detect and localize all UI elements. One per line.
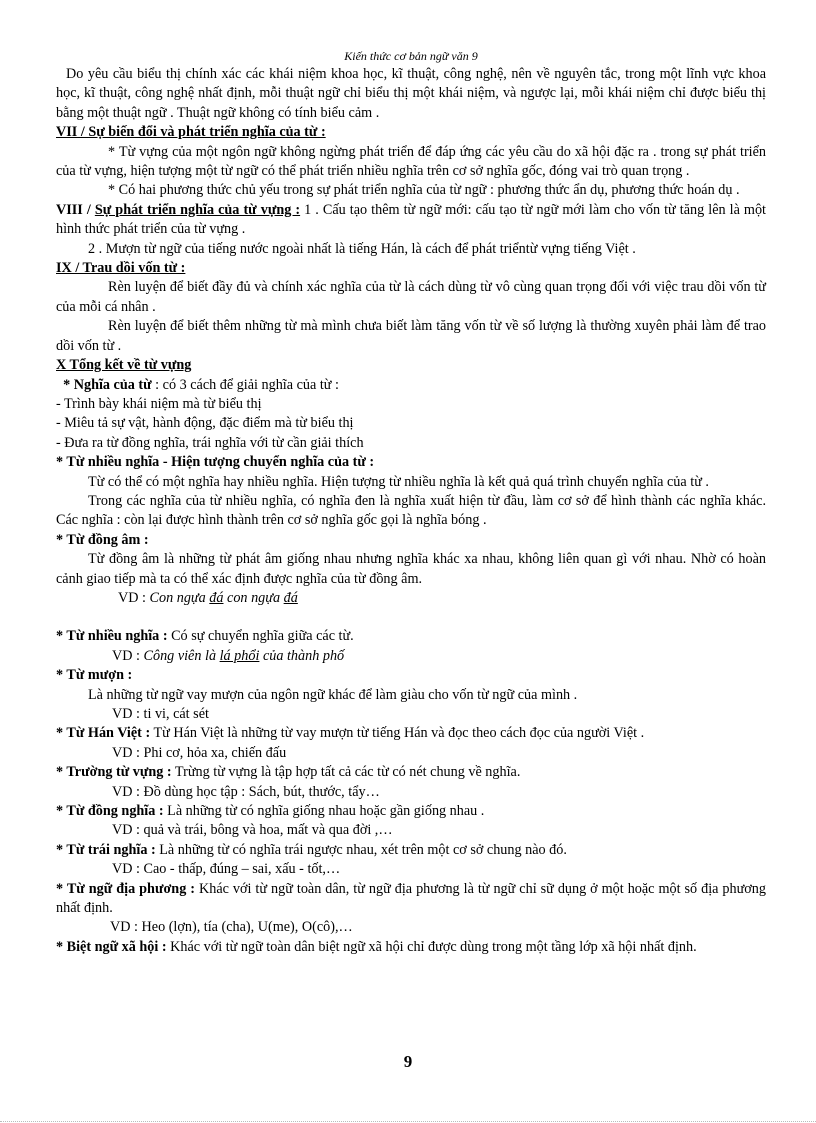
truong-tu-vung-example: VD : Đồ dùng học tập : Sách, bút, thước, tẩy… (112, 783, 380, 800)
tu-nhieu-nghia-example (56, 647, 766, 666)
tu-trai-nghia-text: Là những từ có nghĩa trái ngược nhau, xét trên một cơ sở chung nào đó. (155, 841, 567, 858)
tu-trai-nghia-line (56, 841, 766, 860)
list-item: - Đưa ra từ đồng nghĩa, trái nghĩa với từ cần giải thích (56, 434, 364, 451)
vd-label: VD : (112, 647, 144, 664)
section-8-prefix: VIII / (56, 201, 95, 218)
section-8-paragraph-1: 1 . Cấu tạo thêm từ ngữ mới: cấu tạo từ ngữ mới làm cho vốn từ tăng lên là một hình thức phát triển của từ vựng . (56, 201, 767, 238)
tu-nhieu-nghia-label: * Từ nhiều nghĩa : (56, 628, 168, 645)
truong-tu-vung-text: Trừng từ vựng là tập hợp tất cả các từ có nét chung về nghĩa. (171, 764, 521, 781)
tu-dong-am-title: * Từ đồng âm : (56, 531, 149, 548)
biet-ngu-text: Khác với từ ngữ toàn dân biệt ngữ xã hội chỉ được dùng trong một tầng lớp xã hội nhất định. (166, 938, 697, 955)
vd-text: con ngựa (223, 589, 284, 606)
biet-ngu-label: * Biệt ngữ xã hội : (56, 938, 167, 955)
tu-dia-phuong-label: * Từ ngữ địa phương : (56, 880, 195, 897)
tu-dong-nghia-example: VD : quả và trái, bông và hoa, mất và qua đời ,… (112, 822, 393, 839)
tu-dong-am-example (56, 589, 766, 608)
section-8-line (56, 201, 766, 240)
vd-label: VD : (118, 589, 150, 606)
vd-text: của thành phố (259, 647, 345, 664)
tu-dong-am-paragraph: Từ đồng âm là những từ phát âm giống nhau nhưng nghĩa khác xa nhau, không liên quan gì với nhau. Nhờ có hoàn cảnh giao tiếp mà ta có thể xác định được nghĩa của từ đồng âm. (56, 551, 766, 587)
tu-han-viet-line (56, 724, 766, 743)
tu-nhieu-nghia-paragraph-1: Từ có thể có một nghĩa hay nhiều nghĩa. Hiện tượng từ nhiều nghĩa là kết quả quá trình chuyển nghĩa của từ . (88, 473, 709, 490)
biet-ngu-line (56, 938, 766, 957)
tu-dia-phuong-line (56, 880, 766, 919)
tu-muon-example: VD : ti vi, cát sét (112, 706, 209, 722)
truong-tu-vung-label: * Trường từ vựng : (56, 764, 172, 781)
section-7-title: VII / Sự biến đổi và phát triển nghĩa của từ : (56, 124, 326, 141)
nghia-cua-tu-label: * Nghĩa của từ (63, 376, 152, 393)
footer-divider (0, 1121, 816, 1122)
tu-dia-phuong-example: VD : Heo (lợn), tía (cha), U(me), O(cô),… (110, 919, 353, 936)
spacer (56, 608, 766, 627)
truong-tu-vung-line (56, 763, 766, 782)
tu-nhieu-nghia-paragraph-2: Trong các nghĩa của từ nhiều nghĩa, có nghĩa đen là nghĩa xuất hiện từ đầu, làm cơ sở để hình thành các nghĩa khác. Các nghĩa : còn lại được hình thành trên cơ sở nghĩa gốc gọi là nghĩa bóng . (56, 492, 766, 529)
list-item: - Miêu tả sự vật, hành động, đặc điểm mà từ biểu thị (56, 415, 354, 432)
paragraph-thuat-ngu: Do yêu cầu biểu thị chính xác các khái niệm khoa học, kĩ thuật, công nghệ, nên về nguyên tắc, trong một lĩnh vực khoa học, kĩ thuật, công nghệ nhất định, mỗi thuật ngữ chỉ biểu thị một khái niệm, và ngược lại, mỗi khái niệm chỉ được biểu thị bằng một thuật ngữ . Thuật ngữ không có tính biểu cảm . (56, 66, 766, 121)
vd-underlined: đá (209, 589, 224, 606)
tu-trai-nghia-example: VD : Cao - thấp, đúng – sai, xấu - tốt,… (112, 861, 341, 878)
section-7-paragraph-2: * Có hai phương thức chủ yếu trong sự phát triển nghĩa của từ ngữ : phương thức ẩn dụ, phương thức hoán dụ . (108, 182, 740, 199)
tu-dong-nghia-label: * Từ đồng nghĩa : (56, 803, 164, 820)
tu-dia-phuong-text: Khác với từ ngữ toàn dân, từ ngữ địa phương là từ ngữ chỉ sữ dụng ở một hoặc một số địa phương nhất định. (56, 880, 766, 917)
section-8-paragraph-2: 2 . Mượn từ ngữ của tiếng nước ngoài nhất là tiếng Hán, là cách để phát triểntừ vựng tiếng Việt . (88, 240, 636, 257)
tu-muon-title: * Từ mượn : (56, 667, 133, 684)
vd-underlined: đá (283, 589, 298, 606)
section-9-paragraph-2: Rèn luyện để biết thêm những từ mà mình chưa biết làm tăng vốn từ về số lượng là thường xuyên phải làm để trao dồi vốn từ . (56, 318, 766, 354)
tu-han-viet-label: * Từ Hán Việt : (56, 725, 151, 742)
nghia-cua-tu-text: : có 3 cách để giải nghĩa của từ : (151, 376, 339, 393)
section-8-title: Sự phát triển nghĩa của từ vựng : (94, 201, 301, 218)
tu-han-viet-example: VD : Phi cơ, hỏa xa, chiến đấu (112, 744, 287, 761)
section-9-paragraph-1: Rèn luyện để biết đầy đủ và chính xác nghĩa của từ là cách dùng từ vô cùng quan trọng đối với việc trau dồi vốn từ của mỗi cá nhân . (56, 279, 766, 315)
tu-trai-nghia-label: * Từ trái nghĩa : (56, 841, 156, 858)
vd-text: Công viên là (143, 647, 220, 664)
tu-dong-nghia-line (56, 802, 766, 821)
tu-nhieu-nghia-text: Có sự chuyển nghĩa giữa các từ. (167, 628, 354, 645)
page-header: Kiến thức cơ bản ngữ văn 9 (344, 49, 478, 63)
section-9-title: IX / Trau dồi vốn từ : (56, 260, 186, 277)
vd-underlined: lá phổi (219, 647, 260, 664)
nghia-cua-tu-line (56, 376, 766, 395)
tu-nhieu-nghia-title: * Từ nhiều nghĩa - Hiện tượng chuyển nghĩa của từ : (56, 454, 375, 471)
list-item: - Trình bày khái niệm mà từ biểu thị (56, 395, 262, 412)
document-page (56, 48, 766, 957)
page-number: 9 (403, 1052, 413, 1071)
tu-dong-nghia-text: Là những từ có nghĩa giống nhau hoặc gần giống nhau . (163, 803, 485, 820)
tu-han-viet-text: Từ Hán Việt là những từ vay mượn từ tiếng Hán và đọc theo cách đọc của người Việt . (150, 725, 645, 742)
tu-nhieu-nghia-short-line (56, 627, 766, 646)
tu-muon-paragraph: Là những từ ngữ vay mượn của ngôn ngữ khác để làm giàu cho vốn từ ngữ của mình . (88, 686, 578, 703)
section-10-title: X Tổng kết về từ vựng (56, 357, 192, 374)
vd-text: Con ngựa (149, 589, 210, 606)
section-7-paragraph-1: * Từ vựng của một ngôn ngữ không ngừng phát triển để đáp ứng các yêu cầu do xã hội đặc ra . trong sự phát triển của từ vựng, hiện tượng một từ ngữ có thể phát triển nhiều nghĩa trên cơ sở nghĩa gốc, đóng vai trò quan trọng . (56, 143, 766, 180)
